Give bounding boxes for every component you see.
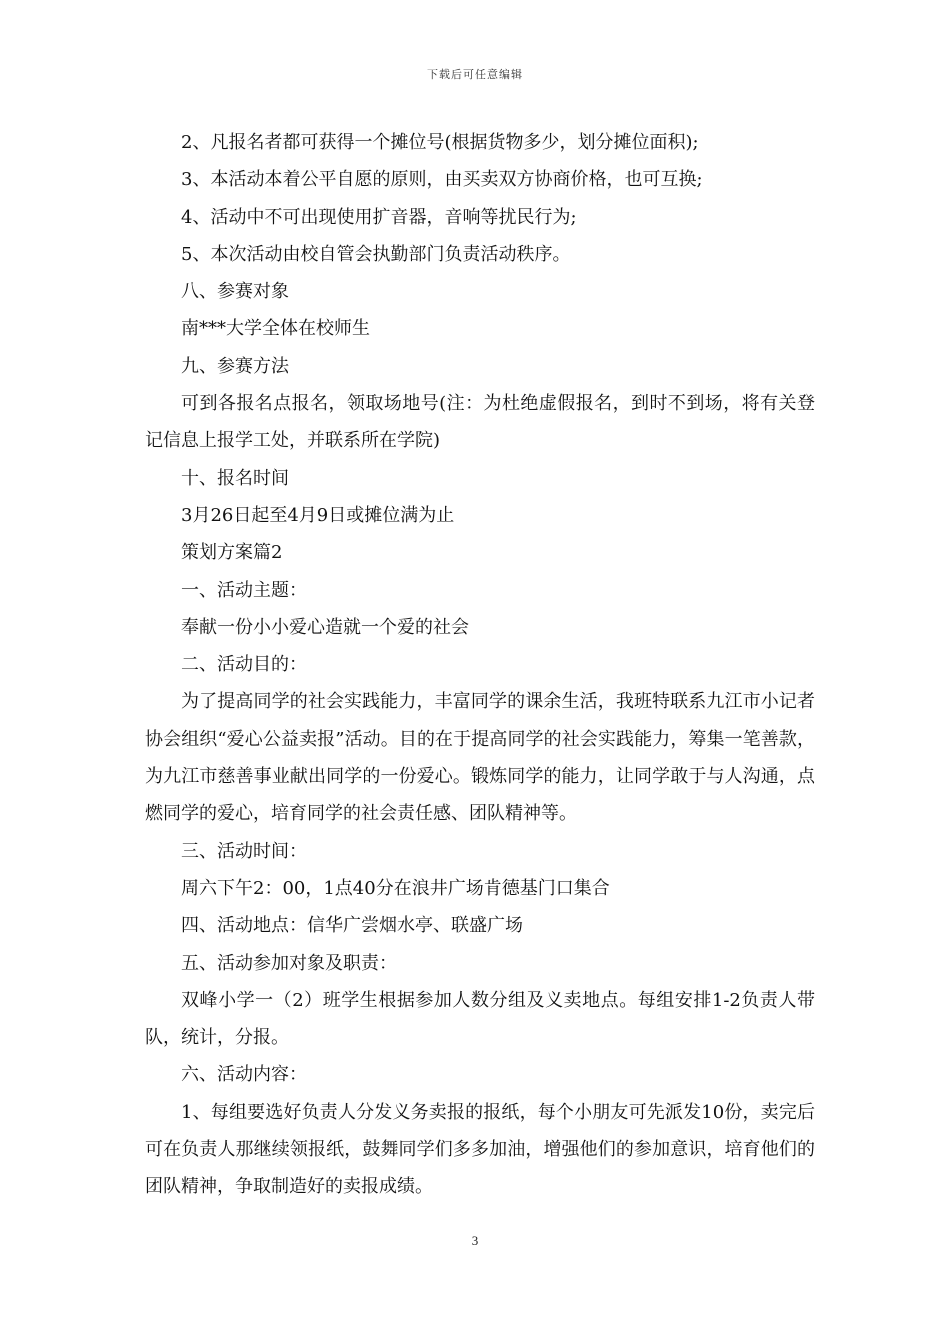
paragraph: 5、本次活动由校自管会执勤部门负责活动秩序。 [181,243,571,265]
paragraph: 南***大学全体在校师生 [181,318,370,340]
paragraph: 3、本活动本着公平自愿的原则，由买卖双方协商价格，也可互换; [181,169,703,191]
section-heading: 一、活动主题： [181,579,307,601]
paragraph: 3月26日起至4月9日或摊位满为止 [181,504,455,526]
paragraph: 周六下午2：00，1点40分在浪井广场肯德基门口集合 [181,877,610,899]
paragraph: 4、活动中不可出现使用扩音器，音响等扰民行为; [181,206,577,228]
paragraph: 双峰小学一（2）班学生根据参加人数分组及义卖地点。每组安排1-2负责人带队，统计，分报。 [145,989,815,1049]
paragraph: 1、每组要选好负责人分发义务卖报的报纸，每个小朋友可先派发10份，卖完后可在负责人那继续领报纸，鼓舞同学们多多加油，增强他们的参加意识，培育他们的团队精神，争取制造好的卖报成绩。 [145,1101,815,1198]
section-heading: 六、活动内容： [181,1064,307,1086]
section-heading: 九、参赛方法 [181,355,289,377]
document-body [145,124,815,1206]
document-subtitle: 策划方案篇2 [181,542,283,564]
page-number: 3 [471,1233,479,1248]
paragraph: 可到各报名点报名，领取场地号(注：为杜绝虚假报名，到时不到场，将有关登记信息上报学工处，并联系所在学院) [145,393,815,452]
section-heading: 四、活动地点：信华广尝烟水亭、联盛广场 [181,915,523,937]
paragraph: 奉献一份小小爱心造就一个爱的社会 [181,616,469,638]
paragraph: 2、凡报名者都可获得一个摊位号(根据货物多少，划分摊位面积); [181,132,699,153]
paragraph: 为了提高同学的社会实践能力，丰富同学的课余生活，我班特联系九江市小记者协会组织“爱心公益卖报”活动。目的在于提高同学的社会实践能力，筹集一笔善款，为九江市慈善事业献出同学的一份爱心。锻炼同学的能力，让同学敢于与人沟通，点燃同学的爱心，培育同学的社会责任感、团队精神等。 [145,691,815,825]
section-heading: 二、活动目的： [181,654,307,676]
section-heading: 五、活动参加对象及职责： [181,952,397,974]
section-heading: 八、参赛对象 [181,281,289,303]
section-heading: 十、报名时间 [181,467,289,489]
page-header: 下载后可任意编辑 [427,68,523,81]
section-heading: 三、活动时间： [181,840,307,862]
